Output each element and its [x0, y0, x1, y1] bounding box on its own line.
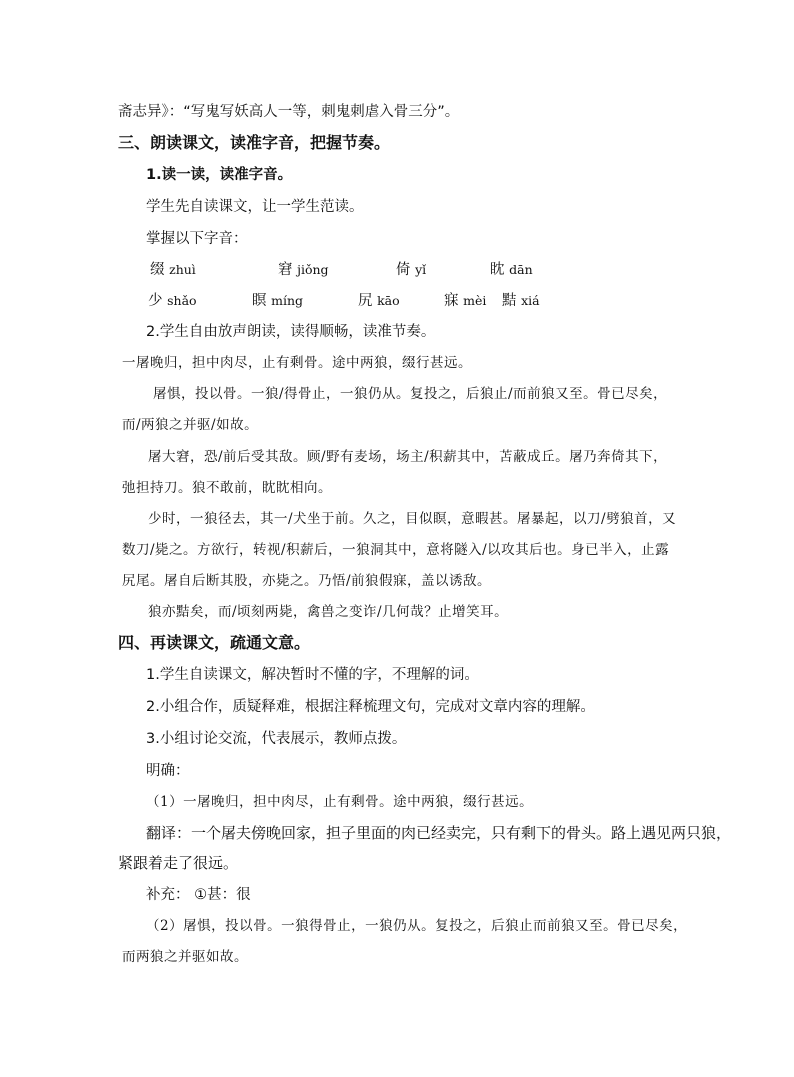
pronunciation-item	[396, 260, 490, 280]
pronunciation-row	[150, 260, 533, 280]
reading-line: 弛担持刀。狼不敢前，眈眈相向。	[122, 480, 332, 496]
translation-line: 紧跟着走了很远。	[118, 854, 239, 872]
reading-line: 屠大窘，恐/前后受其敌。顾/野有麦场，场主/积薪其中，苫蔽成丘。屠乃奔倚其下，	[148, 449, 668, 465]
intro-line: 斋志异》：“写鬼写妖高人一等，刺鬼刺虐入骨三分”。	[118, 104, 460, 120]
reading-line: 屠惧，投以骨。一狼/得骨止，一狼仍从。复投之，后狼止/而前狼又至。骨已尽矣，	[153, 386, 668, 402]
pronunciation-item	[358, 291, 444, 311]
reading-line: 尻尾。屠自后断其股，亦毙之。乃悟/前狼假寐，盖以诱敌。	[122, 573, 492, 589]
paragraph-clarify: 明确：	[146, 763, 190, 779]
paragraph-free-reading: 2.学生自由放声朗读，读得顺畅，读准节奏。	[146, 324, 436, 340]
pronunciation-item	[444, 291, 502, 311]
word-char: 尻	[358, 293, 373, 309]
paragraph-group-work: 2.小组合作，质疑释难，根据注释梳理文句，完成对文章内容的理解。	[146, 699, 595, 715]
paragraph-group-discussion: 3.小组讨论交流，代表展示，教师点拨。	[146, 731, 407, 747]
word-char: 黠	[502, 293, 517, 309]
paragraph-student-read: 学生先自读课文，让一学生范读。	[146, 199, 364, 215]
question-line: （1）一屠晚归，担中肉尽，止有剩骨。途中两狼，缀行甚远。	[146, 794, 534, 810]
word-char: 少	[148, 293, 163, 309]
word-char: 寐	[444, 293, 459, 309]
pronunciation-row	[148, 291, 540, 311]
pronunciation-item	[150, 260, 278, 280]
word-char: 眈	[490, 262, 505, 278]
reading-line: 而/两狼之并驱/如故。	[122, 417, 259, 433]
word-pinyin: zhuì	[169, 262, 196, 277]
word-pinyin: jiǒng	[297, 262, 329, 277]
paragraph-self-read: 1.学生自读课文，解决暂时不懂的字，不理解的词。	[146, 667, 479, 683]
word-pinyin: dān	[509, 262, 533, 277]
word-char: 窘	[278, 262, 293, 278]
pronunciation-item	[502, 291, 540, 311]
reading-line: 狼亦黠矣，而/顷刻两毙，禽兽之变诈/几何哉？止增笑耳。	[148, 604, 509, 620]
word-pinyin: yǐ	[415, 262, 427, 277]
section-4-heading: 四、再读课文，疏通文意。	[118, 633, 311, 652]
word-pinyin: kāo	[377, 293, 400, 308]
pronunciation-item	[148, 291, 252, 311]
question-line: 而两狼之并驱如故。	[122, 949, 248, 965]
translation-line: 翻译：一个屠夫傍晚回家，担子里面的肉已经卖完，只有剩下的骨头。路上遇见两只狼，	[146, 824, 732, 842]
pronunciation-item	[278, 260, 396, 280]
word-pinyin: xiá	[521, 293, 540, 308]
reading-line: 少时，一狼径去，其一/犬坐于前。久之，目似瞑，意暇甚。屠暴起，以刀/劈狼首，又	[148, 511, 677, 527]
word-pinyin: mèi	[463, 293, 487, 308]
reading-line: 数刀/毙之。方欲行，转视/积薪后，一狼洞其中，意将隧入/以攻其后也。身已半入，止露	[122, 542, 670, 558]
paragraph-master-sounds: 掌握以下字音：	[146, 231, 248, 247]
section-3-heading: 三、朗读课文，读准字音，把握节奏。	[118, 133, 391, 152]
word-char: 缀	[150, 262, 165, 278]
word-pinyin: míng	[271, 293, 304, 308]
reading-line: 一屠晚归，担中肉尽，止有剩骨。途中两狼，缀行甚远。	[122, 355, 472, 371]
pronunciation-item	[490, 260, 533, 280]
subheading-read-pronunciation: 1.读一读，读准字音。	[146, 167, 293, 183]
question-line: （2）屠惧，投以骨。一狼得骨止，一狼仍从。复投之，后狼止而前狼又至。骨已尽矣，	[146, 918, 688, 934]
word-char: 瞑	[252, 293, 267, 309]
supplement-note: 补充： ①甚：很	[146, 887, 251, 903]
pronunciation-item	[252, 291, 358, 311]
word-char: 倚	[396, 262, 411, 278]
word-pinyin: shǎo	[167, 293, 197, 308]
